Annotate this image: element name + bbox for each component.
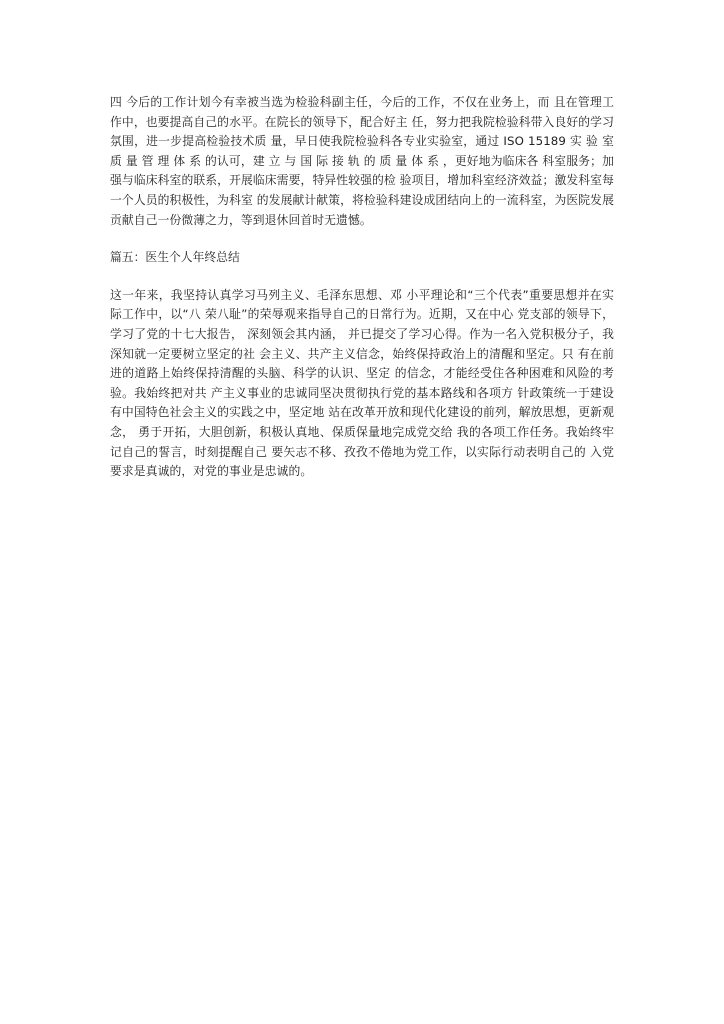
section-heading: 篇五：医生个人年终总结 [110,250,240,265]
document-body [110,93,614,482]
paragraph-year-summary: 这一年来，我坚持认真学习马列主义、毛泽东思想、邓 小平理论和“三个代表”重要思想并在实际工作中，以“八 荣八耻”的荣辱观来指导自己的日常行为。近期，又在中心 党支部的领导下， 学习了党的十七大报告， 深刻领会其内涵， 并已提交了学习心得。作为一名入党积极分子，我深知就一定要树立坚定的社 会主义、共产主义信念，始终保持政治上的清醒和坚定。只 有在前进的道路上始终保持清醒的头脑、科学的认识、坚定 的信念，才能经受住各种困难和风险的考验。我始终把对共 产主义事业的忠诚同坚决贯彻执行党的基本路线和各项方 针政策统一于建设有中国特色社会主义的实践之中，坚定地 站在改革开放和现代化建设的前列，解放思想，更新观念， 勇于开拓，大胆创新，积极认真地、保质保量地完成党交给 我的各项工作任务。我始终牢记自己的誓言，时刻提醒自己 要矢志不移、孜孜不倦地为党工作，以实际行动表明自己的 入党要求是真诚的，对党的事业是忠诚的。 [110,287,614,479]
paragraph-work-plan: 四 今后的工作计划今有幸被当选为检验科副主任，今后的工作，不仅在业务上，而 且在管理工作中，也要提高自己的水平。在院长的领导下，配合好主 任，努力把我院检验科带入良好的学习氛围，进一步提高检验技术质 量，早日使我院检验科各专业实验室，通过 ISO 15189 实 验 室 质 量 管 理 体 系 的认可，建 立 与 国 际 接 轨 的 质 量 体 系 ，更好地为临床各 科室服务；加强与临床科室的联系，开展临床需要，特异性较强的检 验项目，增加科室经济效益；激发科室每一个人员的积极性，为科室 的发展献计献策，将检验科建设成团结向上的一流科室，为医院发展 贡献自己一份微薄之力，等到退休回首时无遗憾。 [110,95,614,227]
